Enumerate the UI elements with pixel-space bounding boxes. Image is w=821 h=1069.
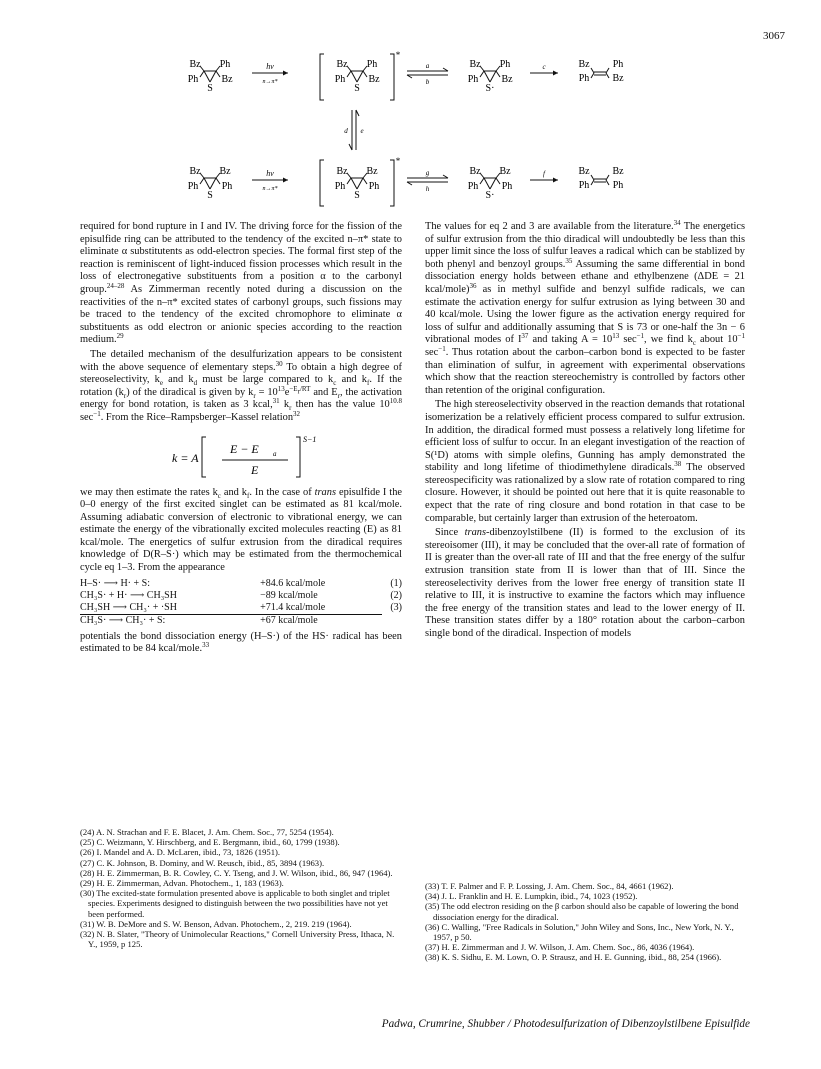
reaction-scheme [0,0,821,215]
row1-diradical-sub: Bz [501,74,513,85]
row1-product-bond [606,68,609,73]
thermochemical-cycle [80,578,402,627]
equation-row: CH₃S· ⟶ CH₃· + S: +67 kcal/mole [80,614,318,626]
reference-item: (36) C. Walling, "Free Radicals in Solution," John Wiley and Sons, Inc., New York, N. Y., 1957, p 50. [425,921,734,943]
row1-reactant-bond [200,71,204,77]
equation-row: CH₃SH ⟶ CH₃· + ·SH +71.4 kcal/mole (3) [80,601,402,613]
reference-item: (29) H. E. Zimmerman, Advan. Photochem., 1, 183 (1963). [80,878,284,889]
row2-reactant-bond [210,178,216,189]
row2-reactant-sub: Bz [219,166,231,177]
row1-excited-bracket [320,54,324,100]
equation-row: H–S· ⟶ H· + S: +84.6 kcal/mole (1) [80,577,402,589]
row1-reactant-sub: Bz [189,59,201,70]
row2-excited-bond [347,173,351,178]
equation-row: CH₃S· + H· ⟶ CH₃SH −89 kcal/mole (2) [80,589,402,601]
row1-diradical-sulfur: S· [485,83,495,94]
row1-reactant-bond [200,66,204,71]
reference-item: (34) J. L. Franklin and H. E. Lumpkin, ibid., 74, 1023 (1952). [425,891,638,902]
row1-reactant-sub: Ph [187,74,199,85]
row1-reactant-bond [216,71,220,77]
reference-item: (24) A. N. Strachan and F. E. Blacet, J. Am. Chem. Soc., 77, 5254 (1954). [80,827,334,837]
row1-equilibrium-label: a [425,62,430,70]
row1-product-sub: Bz [612,73,624,84]
row2-excited-sub: Bz [366,166,378,177]
row2-diradical-sulfur: S· [485,190,495,201]
row2-product-bond [606,180,609,185]
row2-excited-bracket-star: * [395,156,401,166]
reference-item: (35) The odd electron residing on the β carbon should also be capable of lowering the bond dissociation energy for the diradical. [425,901,739,922]
row2-f-arrow-head [553,178,558,183]
formula-numerator: E − E [230,441,259,456]
row2-product-bond [606,175,609,180]
row2-excited-bracket [390,160,394,206]
row2-excited-sub: Ph [368,181,380,192]
reference-item: (37) H. E. Zimmerman and J. W. Wilson, J. Am. Chem. Soc., 86, 4036 (1964). [425,942,695,953]
row2-diradical-bond [480,178,484,184]
paragraph: The detailed mechanism of the desulfurization appears to be consistent with the above sequence of elementary steps.$^{30}$ To obtain a high degree of stereoselectivity, $k_e$ and $k_d$ must be large compared to $k_c$ and $k_f$. If the rotation $(k_r)$ of the diradical is given by $k_r = 10^{13}e^{-E_r/RT}$ and $E_r$, the activation energy for bond rotation, is taken as 3 kcal,$^{31}$ $k_r$ then has the value $10^{10.8}$ $\sec^{-1}$. From the Rice–Rampsberger–Kassel relation$^{32}$ [80,348,403,423]
row2-reactant-bond [200,173,204,178]
paragraph: potentials the bond dissociation energy (H–S·) of the HS· radical has been estimated to be 84 kcal/mole.$^{33}$ [80,630,402,655]
row1-product-bond [606,73,609,78]
paragraph: required for bond rupture in I and IV. The driving force for the fission of the episulfide ring can be attributed to the tendency of the excited n–π* state to eliminate α substitutents as odd-electron species. The formal first step of the reaction is reminiscent of light-induced fission processes which result in the loss of electronegative substituents from a position α to the carbonyl group.$^{24-28}$ As Zimmerman recently noted during a discussion on the reactivities of the n–π* excited states of carbonyl groups, such fissions may be traced to the tendency of the excited chromophore to eliminate α substituents as odd electron or anionic species according to the reaction medium.$^{29}$ [80,221,402,346]
row1-excited-bracket-star: * [395,50,401,60]
row1-reactant-sub: Ph [219,59,231,70]
row2-excited-sub: Ph [334,181,346,192]
row1-diradical-bond [496,71,500,77]
row1-hv-arrow-head [283,71,288,76]
row1-excited-sub: Ph [366,59,378,70]
left-column [80,221,402,658]
row1-diradical-sub: Bz [469,59,481,70]
reference-item: (32) N. B. Slater, "Theory of Unimolecular Reactions," Cornell University Press, Ithaca, N. Y., 1959, p 125. [80,929,395,950]
row2-diradical-sub: Ph [467,181,479,192]
row2-hv-arrow-head [283,178,288,183]
paragraph: The high stereoselectivity observed in the reaction demands that rotational isomerization be a relatively efficient process compared to sulfur extrusion. In addition, the diradical formed must possess a relatively long lifetime for efficient loss of sulfur to occur. In an elegant investigation of the reaction of S(¹D) atoms with simple olefins, Gunning has amply demonstrated the stability and long lifetime of thiodimethylene diradicals.$^{38}$ The observed stereospecificity was rationalized by a slow rate of rotation compared to ring closure. However, it should be pointed out here that it is quite reasonable to expect that the rate of ring closure and bond rotation in that case to be comparable, but certainly larger than extrusion of the heteroatom. [425,399,745,524]
formula-denominator: E [251,462,259,477]
references-left [80,827,402,949]
row1-excited-bond [347,66,351,71]
page-number: 3067 [763,30,785,42]
row1-reactant-sulfur: S [207,83,213,94]
row1-excited-bond [351,71,357,82]
row2-reactant-sub: Ph [221,181,233,192]
paragraph: Since trans-dibenzoylstilbene (II) is formed to the exclusion of its stereoisomer (III), it may be concluded that the over-all rate of formation of II is greater than the over-all rate of III and that the free energy of the sulfur extrusion transition state from II is lower than that of III. Since the stereoselectivity derives from the lower free energy of transition state II relative to III, it is instructive to examine the factors which may influence the free energy of the transition states and lead to the lower energy of II. These transition states differ by a 180° rotation about the carbon–carbon single bond of the diradical. Inspection of models [425,527,745,639]
row1-product-sub: Ph [578,73,590,84]
reference-item: (28) H. E. Zimmerman, B. R. Cowley, C. Y. Tseng, and J. W. Wilson, ibid., 86, 947 (1964). [80,867,393,878]
row1-diradical-sub: Ph [467,74,479,85]
row2-product-bond [591,175,594,180]
reference-item: (26) I. Mandel and A. D. McLaren, ibid., 73, 1826 (1951). [80,847,281,858]
row2-excited-sulfur: S [354,190,360,201]
row2-diradical-sub: Bz [469,166,481,177]
row1-product-bond [591,73,594,78]
row1-diradical-bond [484,71,490,82]
references-right [425,881,745,963]
row2-equilibrium-label: g [425,169,430,177]
running-footer: Padwa, Crumrine, Shubber / Photodesulfurization of Dibenzoylstilbene Episulfide [381,1018,750,1030]
row2-product-sub: Ph [578,180,590,191]
row2-diradical-bond [484,178,490,189]
row1-excited-sub: Bz [368,74,380,85]
row2-excited-sub: Bz [336,166,348,177]
row1-reactant-bond [210,71,216,82]
row1-product-sub: Bz [578,59,590,70]
row1-reactant-bond [204,71,210,82]
row1-equilibrium-label: b [425,78,430,86]
reference-item: (31) W. B. DeMore and S. W. Benson, Advan. Photochem., 2, 219. 219 (1964). [80,918,352,929]
formula-exponent: S−1 [303,434,317,444]
row1-excited-bond [363,71,367,77]
vertical-label-e: e [360,127,364,135]
row2-product-sub: Ph [612,180,624,191]
row1-diradical-bond [480,71,484,77]
row2-reactant-sub: Ph [187,181,199,192]
row2-reactant-bond [200,178,204,184]
reference-item: (33) T. F. Palmer and F. P. Lossing, J. Am. Chem. Soc., 84, 4661 (1962). [425,881,674,891]
row1-excited-bond [347,71,351,77]
row1-c-label: c [542,63,546,71]
paragraph: The values for eq 2 and 3 are available from the literature.$^{34}$ The energetics of sulfur extrusion from the thio diradical will undoubtedly be less than this upper limit since the loss of sulfur leaves a radical which can be stablized by both phenyl and benzoyl groups.$^{35}$ Assuming the same differential in bond dissociation energy holds between ethane and ethylbenzene (ΔDE = 21 kcal/mole)$^{36}$ as in methyl sulfide and benzyl sulfide radicals, we can estimate the activation energy for sulfur extrusion as lying between 30 and 40 kcal/mole. Using the lower figure as the activation energy required for loss of sulfur and additionally assuming that S is 73 or one-half the 3n − 6 vibrational modes of $I^{37}$ and taking $A = 10^{13}$ $\sec^{-1}$, we find $k_c$ about $10^{-1}$ $\sec^{-1}$. Thus rotation about the carbon–carbon bond is expected to be faster than elimination of sulfur, in agreement with experimental observations which show that the reaction stereochemistry is controlled by factors other than retention of the original configuration. [425,219,745,396]
row2-excited-bracket [320,160,324,206]
row2-equilibrium-label: h [425,185,430,193]
row1-excited-bond [357,71,363,82]
row1-reactant-sub: Bz [221,74,233,85]
row2-reactant-sub: Bz [189,166,201,177]
row1-product-bond [591,68,594,73]
row1-c-arrow-head [553,71,558,76]
row2-diradical-sub: Ph [501,181,513,192]
formula-lhs: k = A [172,450,199,465]
rrk-formula [80,429,402,485]
row2-transition-label: n→π* [262,186,278,192]
row2-excited-bond [357,178,363,189]
row2-reactant-sulfur: S [207,190,213,201]
vertical-label-d: d [344,127,348,135]
row1-excited-sub: Bz [336,59,348,70]
row1-excited-sub: Ph [334,74,346,85]
reference-item: (30) The excited-state formulation presented above is applicable to both singlet and triplet species. Experiments designed to distinguish between the two possibilities have not yet been performed. [80,888,390,919]
row1-transition-label: n→π* [262,79,278,85]
reference-item: (25) C. Weizmann, Y. Hirschberg, and E. Bergmann, ibid., 60, 1799 (1938). [80,837,340,848]
row2-diradical-bond [480,173,484,178]
row2-excited-bond [347,178,351,184]
paragraph: we may then estimate the rates $k_c$ and $k_f$. In the case of trans episulfide I the 0–0 energy of the first excited singlet can be estimated as 81 kcal/mole. Assuming adiabatic conversion of electronic to vibrational energy, we can estimate the energy of the vibrationally excited molecules reacting (E) as 81 kcal/mole. The energetics of sulfur extrusion from the diradical requires knowledge of D(R–S·) which may be estimated from the thermochemical cycle eq 1–3. From the appearance [80,486,402,574]
row2-hv-label: hν [266,169,274,178]
row2-f-label: f [543,170,545,178]
row1-excited-bracket [390,54,394,100]
row1-hv-label: hν [266,62,274,71]
row1-diradical-bond [490,71,496,82]
row2-product-sub: Bz [612,166,624,177]
row1-excited-sulfur: S [354,83,360,94]
svg-text:a: a [273,449,277,458]
row1-product-sub: Ph [612,59,624,70]
row2-reactant-bond [204,178,210,189]
row2-product-sub: Bz [578,166,590,177]
reference-item: (38) K. S. Sidhu, E. M. Lown, O. P. Strausz, and H. E. Gunning, ibid., 88, 254 (1966). [425,952,722,963]
row2-reactant-bond [216,178,220,184]
row2-diradical-bond [490,178,496,189]
row1-diradical-sub: Ph [499,59,511,70]
reference-item: (27) C. K. Johnson, B. Dominy, and W. Reusch, ibid., 85, 3894 (1963). [80,857,325,868]
row2-excited-bond [363,178,367,184]
row2-product-bond [591,180,594,185]
row2-diradical-bond [496,178,500,184]
row2-excited-bond [351,178,357,189]
row1-diradical-bond [480,66,484,71]
row2-diradical-sub: Bz [499,166,511,177]
right-column [425,221,745,643]
